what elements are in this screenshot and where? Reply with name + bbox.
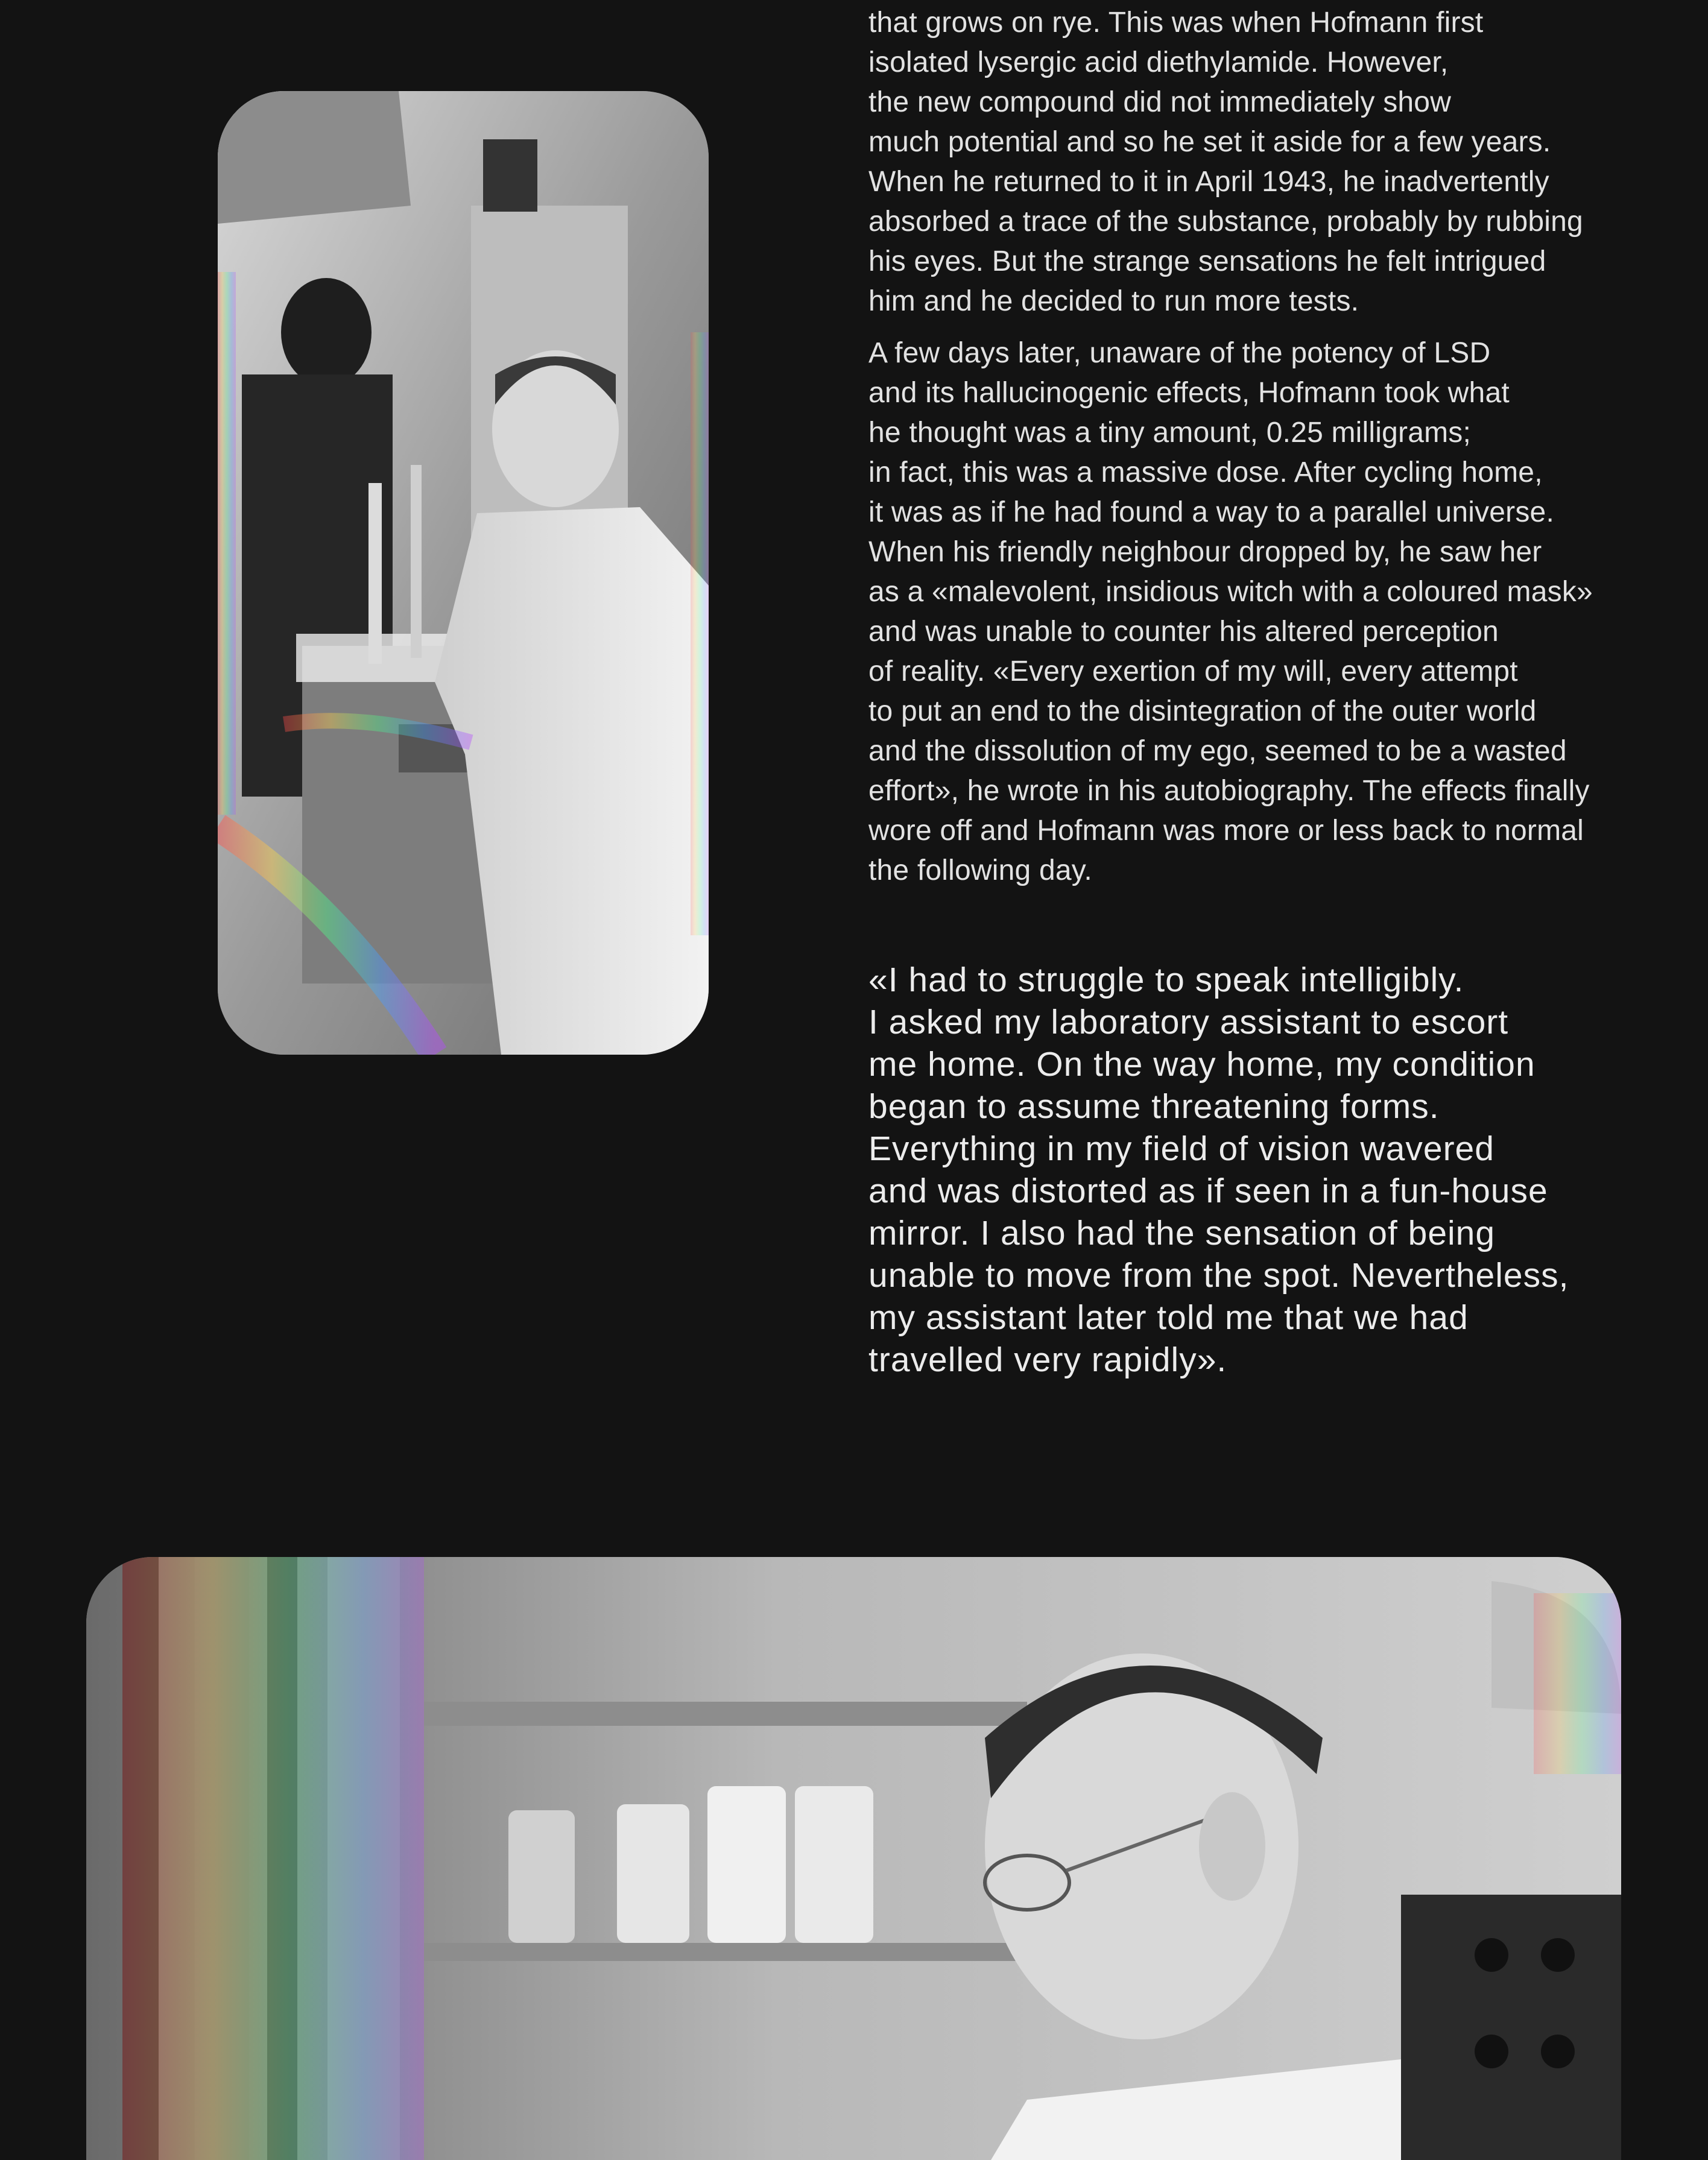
article-paragraph-1: that grows on rye. This was when Hofmann first isolated lysergic acid diethylamide. However, the new compound did not immediately show much potential and so he set it aside for a few years. When he returned to it in April 1943, he inadvertently absorbed a trace of the substance, probably by rubbing his eyes. But the strange sensations he felt intrigued him and he decided to run more tests.	[868, 7, 1583, 317]
lab-photo-portrait	[218, 91, 709, 1055]
pull-quote: «I had to struggle to speak intelligibly. I asked my laboratory assistant to escort me home. On the way home, my condition began to assume threatening forms. Everything in my field of vision wavered and was distorted as if seen in a fun-house mirror. I also had the sensation of being unable to move from the spot. Nevertheless, my assistant later told me that we had travelled very rapidly».	[868, 961, 1569, 1379]
lab-photo-portrait-image	[218, 91, 709, 1055]
lab-photo-landscape	[86, 1557, 1621, 2160]
lab-photo-landscape-image	[86, 1557, 1621, 2160]
article-paragraph-2: A few days later, unaware of the potency of LSD and its hallucinogenic effects, Hofmann took what he thought was a tiny amount, 0.25 milligrams; in fact, this was a massive dose. After cycling home, it was as if he had found a way to a parallel universe. When his friendly neighbour dropped by, he saw her as a «malevolent, insidious witch with a coloured mask» and was unable to counter his altered perception of reality. «Every exertion of my will, every attempt to put an end to the disintegration of the outer world and the dissolution of my ego, seemed to be a wasted effort», he wrote in his autobiography. The effects finally wore off and Hofmann was more or less back to normal the following day.	[868, 337, 1593, 886]
